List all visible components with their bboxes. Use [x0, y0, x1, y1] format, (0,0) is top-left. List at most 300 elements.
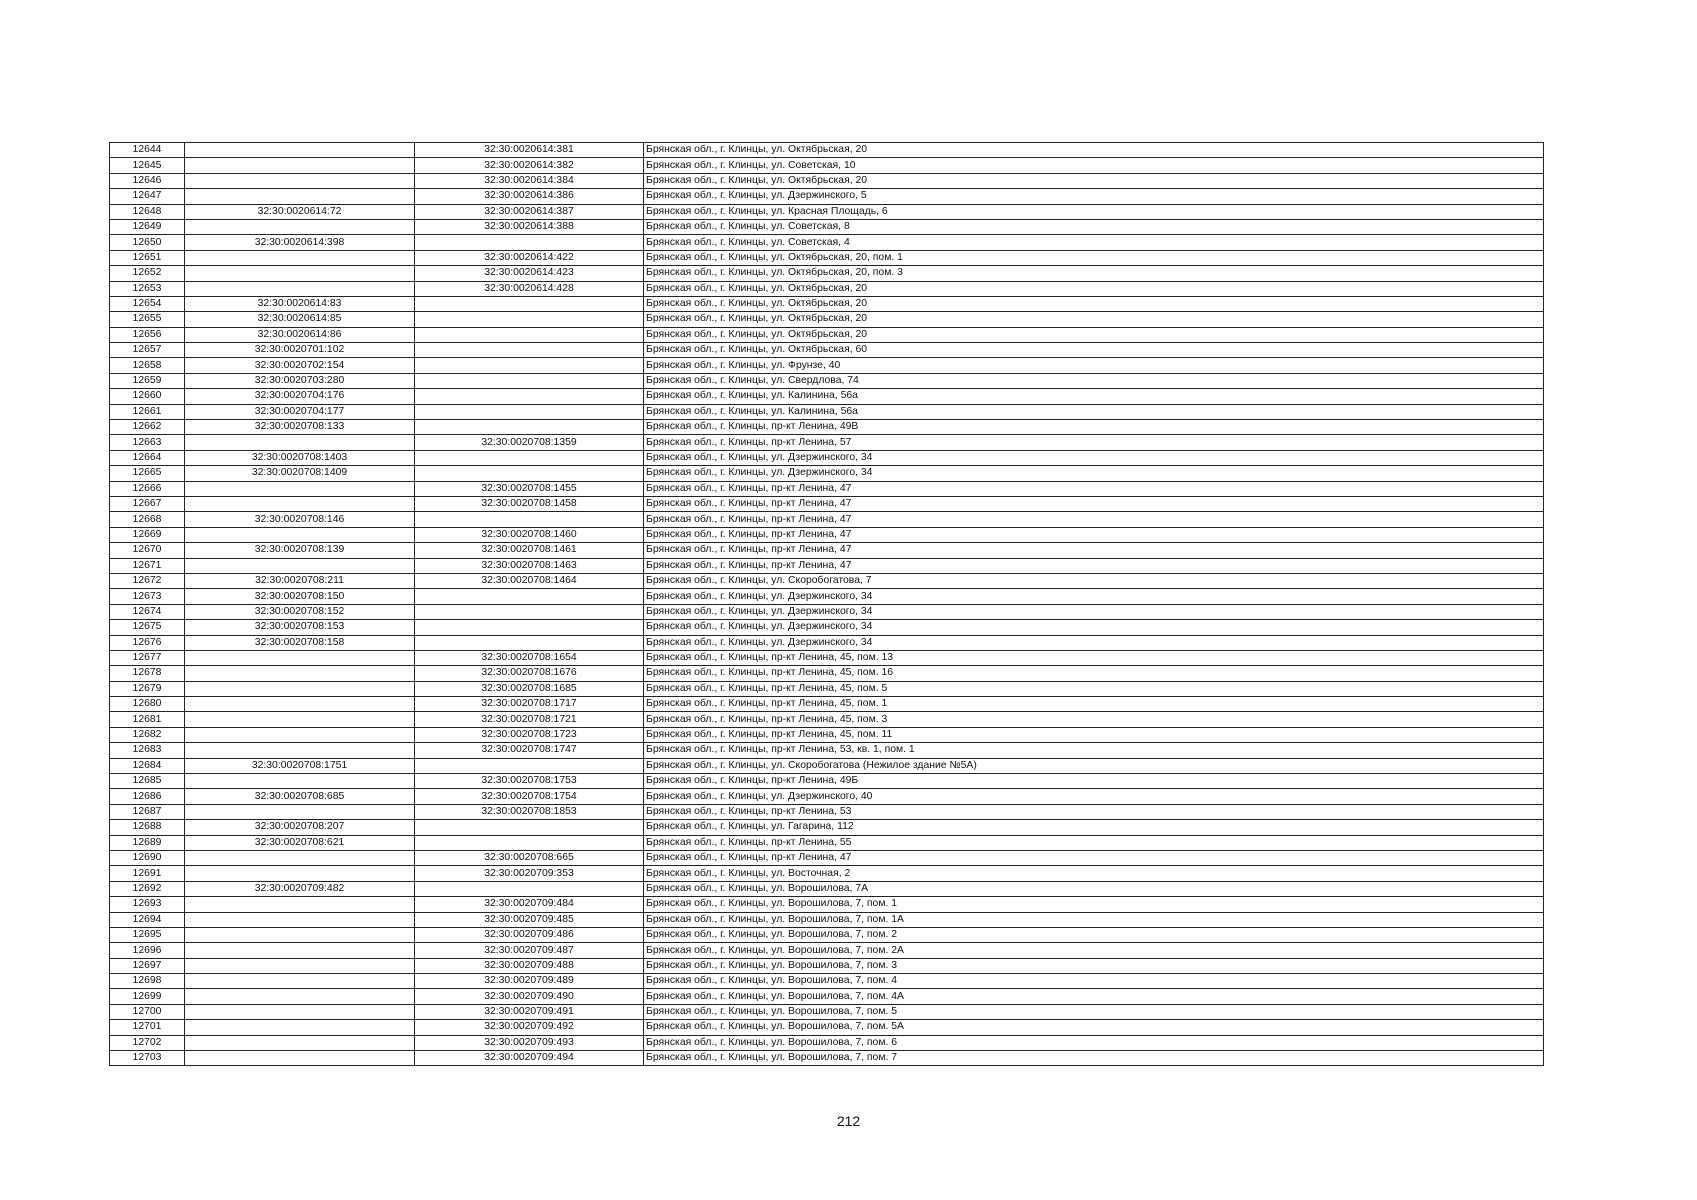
- address-cell: Брянская обл., г. Клинцы, пр-кт Ленина, 47: [644, 558, 1544, 573]
- address-cell: Брянская обл., г. Клинцы, ул. Ворошилова, 7, пом. 1: [644, 897, 1544, 912]
- address-cell: Брянская обл., г. Клинцы, ул. Дзержинского, 34: [644, 589, 1544, 604]
- object-cadastral-number-cell: 32:30:0020708:1717: [415, 697, 644, 712]
- cadastral-number-cell: [185, 1035, 415, 1050]
- cadastral-number-cell: [185, 989, 415, 1004]
- row-number-cell: 12691: [110, 866, 185, 881]
- table-row: [110, 235, 1544, 250]
- row-number-cell: 12671: [110, 558, 185, 573]
- table-row: [110, 1051, 1544, 1066]
- address-cell: Брянская обл., г. Клинцы, ул. Октябрьская, 20, пом. 1: [644, 250, 1544, 265]
- object-cadastral-number-cell: [415, 620, 644, 635]
- object-cadastral-number-cell: [415, 589, 644, 604]
- address-cell: Брянская обл., г. Клинцы, ул. Советская, 8: [644, 219, 1544, 234]
- object-cadastral-number-cell: 32:30:0020614:388: [415, 219, 644, 234]
- row-number-cell: 12673: [110, 589, 185, 604]
- cadastral-number-cell: 32:30:0020708:211: [185, 573, 415, 588]
- object-cadastral-number-cell: 32:30:0020708:1359: [415, 435, 644, 450]
- cadastral-number-cell: [185, 250, 415, 265]
- cadastral-number-cell: 32:30:0020708:153: [185, 620, 415, 635]
- address-cell: Брянская обл., г. Клинцы, ул. Ворошилова, 7, пом. 2А: [644, 943, 1544, 958]
- cadastral-number-cell: 32:30:0020708:1409: [185, 466, 415, 481]
- row-number-cell: 12655: [110, 312, 185, 327]
- object-cadastral-number-cell: 32:30:0020708:1685: [415, 681, 644, 696]
- address-cell: Брянская обл., г. Клинцы, ул. Дзержинского, 34: [644, 620, 1544, 635]
- row-number-cell: 12702: [110, 1035, 185, 1050]
- row-number-cell: 12694: [110, 912, 185, 927]
- row-number-cell: 12666: [110, 481, 185, 496]
- object-cadastral-number-cell: 32:30:0020709:494: [415, 1051, 644, 1066]
- object-cadastral-number-cell: 32:30:0020614:423: [415, 266, 644, 281]
- address-cell: Брянская обл., г. Клинцы, ул. Ворошилова, 7, пом. 4А: [644, 989, 1544, 1004]
- cadastral-number-cell: 32:30:0020708:1403: [185, 450, 415, 465]
- table-row: [110, 820, 1544, 835]
- object-cadastral-number-cell: 32:30:0020614:382: [415, 158, 644, 173]
- address-cell: Брянская обл., г. Клинцы, ул. Октябрьская, 20: [644, 281, 1544, 296]
- cadastral-number-cell: [185, 650, 415, 665]
- table-row: [110, 327, 1544, 342]
- row-number-cell: 12696: [110, 943, 185, 958]
- address-cell: Брянская обл., г. Клинцы, ул. Дзержинского, 34: [644, 635, 1544, 650]
- object-cadastral-number-cell: [415, 512, 644, 527]
- address-cell: Брянская обл., г. Клинцы, ул. Ворошилова, 7, пом. 5: [644, 1004, 1544, 1019]
- cadastral-number-cell: 32:30:0020708:1751: [185, 758, 415, 773]
- row-number-cell: 12654: [110, 296, 185, 311]
- table-row: [110, 927, 1544, 942]
- row-number-cell: 12678: [110, 666, 185, 681]
- row-number-cell: 12652: [110, 266, 185, 281]
- cadastral-number-cell: [185, 743, 415, 758]
- row-number-cell: 12700: [110, 1004, 185, 1019]
- object-cadastral-number-cell: [415, 343, 644, 358]
- cadastral-number-cell: 32:30:0020701:102: [185, 343, 415, 358]
- object-cadastral-number-cell: [415, 881, 644, 896]
- row-number-cell: 12701: [110, 1020, 185, 1035]
- table-row: [110, 312, 1544, 327]
- row-number-cell: 12687: [110, 804, 185, 819]
- address-cell: Брянская обл., г. Клинцы, пр-кт Ленина, 47: [644, 481, 1544, 496]
- address-cell: Брянская обл., г. Клинцы, пр-кт Ленина, 45, пом. 5: [644, 681, 1544, 696]
- row-number-cell: 12693: [110, 897, 185, 912]
- row-number-cell: 12690: [110, 850, 185, 865]
- address-cell: Брянская обл., г. Клинцы, ул. Октябрьская, 20: [644, 296, 1544, 311]
- page-number: 212: [836, 1113, 861, 1129]
- row-number-cell: 12680: [110, 697, 185, 712]
- cadastral-number-cell: 32:30:0020708:150: [185, 589, 415, 604]
- object-cadastral-number-cell: 32:30:0020709:492: [415, 1020, 644, 1035]
- row-number-cell: 12660: [110, 389, 185, 404]
- table-row: [110, 635, 1544, 650]
- address-cell: Брянская обл., г. Клинцы, ул. Гагарина, 112: [644, 820, 1544, 835]
- object-cadastral-number-cell: [415, 389, 644, 404]
- cadastral-number-cell: 32:30:0020702:154: [185, 358, 415, 373]
- address-cell: Брянская обл., г. Клинцы, ул. Ворошилова, 7, пом. 5А: [644, 1020, 1544, 1035]
- cadastral-number-cell: [185, 558, 415, 573]
- table-row: [110, 804, 1544, 819]
- cadastral-number-cell: 32:30:0020704:176: [185, 389, 415, 404]
- row-number-cell: 12669: [110, 527, 185, 542]
- object-cadastral-number-cell: [415, 604, 644, 619]
- table-row: [110, 481, 1544, 496]
- object-cadastral-number-cell: 32:30:0020709:488: [415, 958, 644, 973]
- row-number-cell: 12649: [110, 219, 185, 234]
- cadastral-number-cell: [185, 712, 415, 727]
- row-number-cell: 12670: [110, 543, 185, 558]
- row-number-cell: 12646: [110, 173, 185, 188]
- address-cell: Брянская обл., г. Клинцы, пр-кт Ленина, 47: [644, 527, 1544, 542]
- row-number-cell: 12672: [110, 573, 185, 588]
- object-cadastral-number-cell: 32:30:0020709:487: [415, 943, 644, 958]
- table-row: [110, 774, 1544, 789]
- object-cadastral-number-cell: 32:30:0020709:485: [415, 912, 644, 927]
- cadastral-number-cell: 32:30:0020614:86: [185, 327, 415, 342]
- row-number-cell: 12679: [110, 681, 185, 696]
- cadastral-number-cell: [185, 866, 415, 881]
- table-row: [110, 389, 1544, 404]
- row-number-cell: 12675: [110, 620, 185, 635]
- table-row: [110, 835, 1544, 850]
- table-row: [110, 543, 1544, 558]
- address-cell: Брянская обл., г. Клинцы, ул. Ворошилова, 7А: [644, 881, 1544, 896]
- row-number-cell: 12681: [110, 712, 185, 727]
- row-number-cell: 12651: [110, 250, 185, 265]
- cadastral-number-cell: 32:30:0020708:146: [185, 512, 415, 527]
- row-number-cell: 12650: [110, 235, 185, 250]
- address-cell: Брянская обл., г. Клинцы, пр-кт Ленина, 47: [644, 543, 1544, 558]
- address-cell: Брянская обл., г. Клинцы, ул. Советская, 4: [644, 235, 1544, 250]
- cadastral-number-cell: [185, 727, 415, 742]
- cadastral-number-cell: [185, 974, 415, 989]
- address-cell: Брянская обл., г. Клинцы, пр-кт Ленина, 55: [644, 835, 1544, 850]
- row-number-cell: 12674: [110, 604, 185, 619]
- object-cadastral-number-cell: [415, 296, 644, 311]
- address-cell: Брянская обл., г. Клинцы, ул. Октябрьская, 20: [644, 327, 1544, 342]
- object-cadastral-number-cell: 32:30:0020709:353: [415, 866, 644, 881]
- row-number-cell: 12682: [110, 727, 185, 742]
- table-row: [110, 989, 1544, 1004]
- object-cadastral-number-cell: [415, 404, 644, 419]
- object-cadastral-number-cell: 32:30:0020708:1461: [415, 543, 644, 558]
- table-row: [110, 266, 1544, 281]
- row-number-cell: 12686: [110, 789, 185, 804]
- cadastral-number-cell: 32:30:0020614:83: [185, 296, 415, 311]
- table-row: [110, 343, 1544, 358]
- cadastral-number-cell: 32:30:0020708:139: [185, 543, 415, 558]
- table-row: [110, 697, 1544, 712]
- object-cadastral-number-cell: 32:30:0020614:386: [415, 189, 644, 204]
- cadastral-number-cell: [185, 266, 415, 281]
- row-number-cell: 12689: [110, 835, 185, 850]
- cadastral-number-cell: 32:30:0020614:85: [185, 312, 415, 327]
- object-cadastral-number-cell: [415, 235, 644, 250]
- object-cadastral-number-cell: 32:30:0020709:489: [415, 974, 644, 989]
- table-row: [110, 758, 1544, 773]
- object-cadastral-number-cell: 32:30:0020708:1721: [415, 712, 644, 727]
- cadastral-number-cell: 32:30:0020708:133: [185, 420, 415, 435]
- row-number-cell: 12676: [110, 635, 185, 650]
- object-cadastral-number-cell: 32:30:0020709:491: [415, 1004, 644, 1019]
- address-cell: Брянская обл., г. Клинцы, ул. Скоробогатова (Нежилое здание №5А): [644, 758, 1544, 773]
- row-number-cell: 12662: [110, 420, 185, 435]
- table-row: [110, 435, 1544, 450]
- cadastral-number-cell: [185, 697, 415, 712]
- row-number-cell: 12695: [110, 927, 185, 942]
- object-cadastral-number-cell: 32:30:0020709:493: [415, 1035, 644, 1050]
- cadastral-number-cell: [185, 1020, 415, 1035]
- object-cadastral-number-cell: 32:30:0020708:665: [415, 850, 644, 865]
- row-number-cell: 12692: [110, 881, 185, 896]
- cadastral-number-cell: 32:30:0020614:72: [185, 204, 415, 219]
- address-cell: Брянская обл., г. Клинцы, пр-кт Ленина, 47: [644, 496, 1544, 511]
- address-cell: Брянская обл., г. Клинцы, пр-кт Ленина, 45, пом. 11: [644, 727, 1544, 742]
- object-cadastral-number-cell: [415, 820, 644, 835]
- table-row: [110, 173, 1544, 188]
- table-row: [110, 897, 1544, 912]
- table-row: [110, 589, 1544, 604]
- row-number-cell: 12663: [110, 435, 185, 450]
- row-number-cell: 12667: [110, 496, 185, 511]
- table-row: [110, 681, 1544, 696]
- table-row: [110, 727, 1544, 742]
- row-number-cell: 12683: [110, 743, 185, 758]
- row-number-cell: 12653: [110, 281, 185, 296]
- cadastral-number-cell: [185, 804, 415, 819]
- row-number-cell: 12677: [110, 650, 185, 665]
- object-cadastral-number-cell: [415, 312, 644, 327]
- table-row: [110, 404, 1544, 419]
- cadastral-number-cell: [185, 927, 415, 942]
- table-row: [110, 743, 1544, 758]
- address-cell: Брянская обл., г. Клинцы, пр-кт Ленина, 45, пом. 16: [644, 666, 1544, 681]
- address-cell: Брянская обл., г. Клинцы, пр-кт Ленина, 49В: [644, 420, 1544, 435]
- address-cell: Брянская обл., г. Клинцы, ул. Фрунзе, 40: [644, 358, 1544, 373]
- row-number-cell: 12698: [110, 974, 185, 989]
- table-row: [110, 143, 1544, 158]
- table-row: [110, 850, 1544, 865]
- address-cell: Брянская обл., г. Клинцы, ул. Калинина, 56а: [644, 404, 1544, 419]
- object-cadastral-number-cell: 32:30:0020614:381: [415, 143, 644, 158]
- address-cell: Брянская обл., г. Клинцы, ул. Дзержинского, 34: [644, 466, 1544, 481]
- table-row: [110, 466, 1544, 481]
- object-cadastral-number-cell: [415, 450, 644, 465]
- row-number-cell: 12648: [110, 204, 185, 219]
- table-row: [110, 358, 1544, 373]
- table-row: [110, 420, 1544, 435]
- object-cadastral-number-cell: 32:30:0020614:384: [415, 173, 644, 188]
- cadastral-number-cell: [185, 496, 415, 511]
- row-number-cell: 12703: [110, 1051, 185, 1066]
- cadastral-number-cell: 32:30:0020708:621: [185, 835, 415, 850]
- address-cell: Брянская обл., г. Клинцы, ул. Ворошилова, 7, пом. 7: [644, 1051, 1544, 1066]
- object-cadastral-number-cell: 32:30:0020709:486: [415, 927, 644, 942]
- cadastral-number-cell: 32:30:0020709:482: [185, 881, 415, 896]
- cadastral-number-cell: [185, 958, 415, 973]
- cadastral-number-cell: [185, 1004, 415, 1019]
- table-row: [110, 1020, 1544, 1035]
- table-row: [110, 373, 1544, 388]
- address-cell: Брянская обл., г. Клинцы, ул. Октябрьская, 20: [644, 143, 1544, 158]
- object-cadastral-number-cell: [415, 327, 644, 342]
- row-number-cell: 12664: [110, 450, 185, 465]
- object-cadastral-number-cell: 32:30:0020708:1747: [415, 743, 644, 758]
- cadastral-number-cell: [185, 1051, 415, 1066]
- address-cell: Брянская обл., г. Клинцы, ул. Ворошилова, 7, пом. 6: [644, 1035, 1544, 1050]
- cadastral-number-cell: 32:30:0020704:177: [185, 404, 415, 419]
- object-cadastral-number-cell: 32:30:0020708:1853: [415, 804, 644, 819]
- cadastral-number-cell: [185, 435, 415, 450]
- object-cadastral-number-cell: 32:30:0020708:1460: [415, 527, 644, 542]
- table-row: [110, 1035, 1544, 1050]
- address-cell: Брянская обл., г. Клинцы, ул. Восточная, 2: [644, 866, 1544, 881]
- object-cadastral-number-cell: 32:30:0020709:484: [415, 897, 644, 912]
- address-cell: Брянская обл., г. Клинцы, ул. Красная Площадь, 6: [644, 204, 1544, 219]
- cadastral-number-cell: [185, 527, 415, 542]
- table-row: [110, 281, 1544, 296]
- cadastral-number-cell: [185, 774, 415, 789]
- address-cell: Брянская обл., г. Клинцы, пр-кт Ленина, 47: [644, 512, 1544, 527]
- object-cadastral-number-cell: 32:30:0020614:428: [415, 281, 644, 296]
- object-cadastral-number-cell: [415, 758, 644, 773]
- object-cadastral-number-cell: [415, 835, 644, 850]
- table-row: [110, 666, 1544, 681]
- table-row: [110, 512, 1544, 527]
- address-cell: Брянская обл., г. Клинцы, ул. Ворошилова, 7, пом. 1А: [644, 912, 1544, 927]
- cadastral-number-cell: [185, 897, 415, 912]
- cadastral-number-cell: 32:30:0020708:207: [185, 820, 415, 835]
- address-cell: Брянская обл., г. Клинцы, ул. Дзержинского, 34: [644, 450, 1544, 465]
- row-number-cell: 12647: [110, 189, 185, 204]
- table-row: [110, 296, 1544, 311]
- address-cell: Брянская обл., г. Клинцы, пр-кт Ленина, 45, пом. 1: [644, 697, 1544, 712]
- table-row: [110, 974, 1544, 989]
- row-number-cell: 12659: [110, 373, 185, 388]
- cadastral-number-cell: 32:30:0020708:685: [185, 789, 415, 804]
- table-row: [110, 620, 1544, 635]
- object-cadastral-number-cell: 32:30:0020709:490: [415, 989, 644, 1004]
- row-number-cell: 12657: [110, 343, 185, 358]
- table-row: [110, 204, 1544, 219]
- cadastral-number-cell: 32:30:0020703:280: [185, 373, 415, 388]
- cadastral-number-cell: [185, 850, 415, 865]
- cadastral-number-cell: [185, 189, 415, 204]
- address-cell: Брянская обл., г. Клинцы, ул. Дзержинского, 40: [644, 789, 1544, 804]
- row-number-cell: 12697: [110, 958, 185, 973]
- table-row: [110, 604, 1544, 619]
- cadastral-number-cell: [185, 173, 415, 188]
- table-row: [110, 450, 1544, 465]
- object-cadastral-number-cell: 32:30:0020708:1654: [415, 650, 644, 665]
- table-row: [110, 1004, 1544, 1019]
- object-cadastral-number-cell: [415, 373, 644, 388]
- cadastral-number-cell: [185, 912, 415, 927]
- row-number-cell: 12658: [110, 358, 185, 373]
- address-cell: Брянская обл., г. Клинцы, ул. Ворошилова, 7, пом. 3: [644, 958, 1544, 973]
- address-cell: Брянская обл., г. Клинцы, ул. Советская, 10: [644, 158, 1544, 173]
- object-cadastral-number-cell: 32:30:0020708:1463: [415, 558, 644, 573]
- table-row: [110, 958, 1544, 973]
- object-cadastral-number-cell: 32:30:0020708:1455: [415, 481, 644, 496]
- table-row: [110, 496, 1544, 511]
- row-number-cell: 12699: [110, 989, 185, 1004]
- table-row: [110, 158, 1544, 173]
- row-number-cell: 12685: [110, 774, 185, 789]
- table-row: [110, 527, 1544, 542]
- row-number-cell: 12665: [110, 466, 185, 481]
- table-row: [110, 912, 1544, 927]
- table-row: [110, 881, 1544, 896]
- cadastral-number-cell: 32:30:0020614:398: [185, 235, 415, 250]
- table-row: [110, 558, 1544, 573]
- address-cell: Брянская обл., г. Клинцы, ул. Ворошилова, 7, пом. 2: [644, 927, 1544, 942]
- address-cell: Брянская обл., г. Клинцы, ул. Октябрьская, 20: [644, 312, 1544, 327]
- object-cadastral-number-cell: 32:30:0020708:1676: [415, 666, 644, 681]
- object-cadastral-number-cell: [415, 466, 644, 481]
- cadastral-number-cell: [185, 158, 415, 173]
- address-cell: Брянская обл., г. Клинцы, пр-кт Ленина, 57: [644, 435, 1544, 450]
- object-cadastral-number-cell: 32:30:0020708:1754: [415, 789, 644, 804]
- cadastral-number-cell: 32:30:0020708:152: [185, 604, 415, 619]
- cadastral-number-cell: [185, 681, 415, 696]
- address-cell: Брянская обл., г. Клинцы, ул. Дзержинского, 5: [644, 189, 1544, 204]
- address-cell: Брянская обл., г. Клинцы, ул. Калинина, 56а: [644, 389, 1544, 404]
- row-number-cell: 12661: [110, 404, 185, 419]
- object-cadastral-number-cell: [415, 358, 644, 373]
- object-cadastral-number-cell: 32:30:0020614:422: [415, 250, 644, 265]
- table-row: [110, 219, 1544, 234]
- object-cadastral-number-cell: 32:30:0020708:1723: [415, 727, 644, 742]
- object-cadastral-number-cell: [415, 635, 644, 650]
- row-number-cell: 12684: [110, 758, 185, 773]
- address-cell: Брянская обл., г. Клинцы, ул. Октябрьская, 20: [644, 173, 1544, 188]
- cadastral-number-cell: [185, 281, 415, 296]
- address-cell: Брянская обл., г. Клинцы, ул. Дзержинского, 34: [644, 604, 1544, 619]
- row-number-cell: 12656: [110, 327, 185, 342]
- cadastral-number-cell: [185, 143, 415, 158]
- address-cell: Брянская обл., г. Клинцы, пр-кт Ленина, 53: [644, 804, 1544, 819]
- table-row: [110, 712, 1544, 727]
- table-row: [110, 650, 1544, 665]
- registry-table-body: [110, 143, 1544, 1066]
- object-cadastral-number-cell: 32:30:0020708:1464: [415, 573, 644, 588]
- address-cell: Брянская обл., г. Клинцы, пр-кт Ленина, 49Б: [644, 774, 1544, 789]
- row-number-cell: 12668: [110, 512, 185, 527]
- table-row: [110, 866, 1544, 881]
- table-row: [110, 250, 1544, 265]
- table-row: [110, 789, 1544, 804]
- object-cadastral-number-cell: 32:30:0020708:1753: [415, 774, 644, 789]
- object-cadastral-number-cell: 32:30:0020614:387: [415, 204, 644, 219]
- address-cell: Брянская обл., г. Клинцы, ул. Свердлова, 74: [644, 373, 1544, 388]
- cadastral-number-cell: [185, 481, 415, 496]
- table-row: [110, 573, 1544, 588]
- address-cell: Брянская обл., г. Клинцы, ул. Ворошилова, 7, пом. 4: [644, 974, 1544, 989]
- object-cadastral-number-cell: 32:30:0020708:1458: [415, 496, 644, 511]
- object-cadastral-number-cell: [415, 420, 644, 435]
- address-cell: Брянская обл., г. Клинцы, ул. Скоробогатова, 7: [644, 573, 1544, 588]
- address-cell: Брянская обл., г. Клинцы, ул. Октябрьская, 60: [644, 343, 1544, 358]
- address-cell: Брянская обл., г. Клинцы, пр-кт Ленина, 45, пом. 3: [644, 712, 1544, 727]
- registry-table: [109, 142, 1544, 1066]
- table-row: [110, 943, 1544, 958]
- address-cell: Брянская обл., г. Клинцы, пр-кт Ленина, 53, кв. 1, пом. 1: [644, 743, 1544, 758]
- cadastral-number-cell: [185, 666, 415, 681]
- cadastral-number-cell: [185, 943, 415, 958]
- row-number-cell: 12644: [110, 143, 185, 158]
- address-cell: Брянская обл., г. Клинцы, пр-кт Ленина, 47: [644, 850, 1544, 865]
- address-cell: Брянская обл., г. Клинцы, ул. Октябрьская, 20, пом. 3: [644, 266, 1544, 281]
- address-cell: Брянская обл., г. Клинцы, пр-кт Ленина, 45, пом. 13: [644, 650, 1544, 665]
- row-number-cell: 12645: [110, 158, 185, 173]
- row-number-cell: 12688: [110, 820, 185, 835]
